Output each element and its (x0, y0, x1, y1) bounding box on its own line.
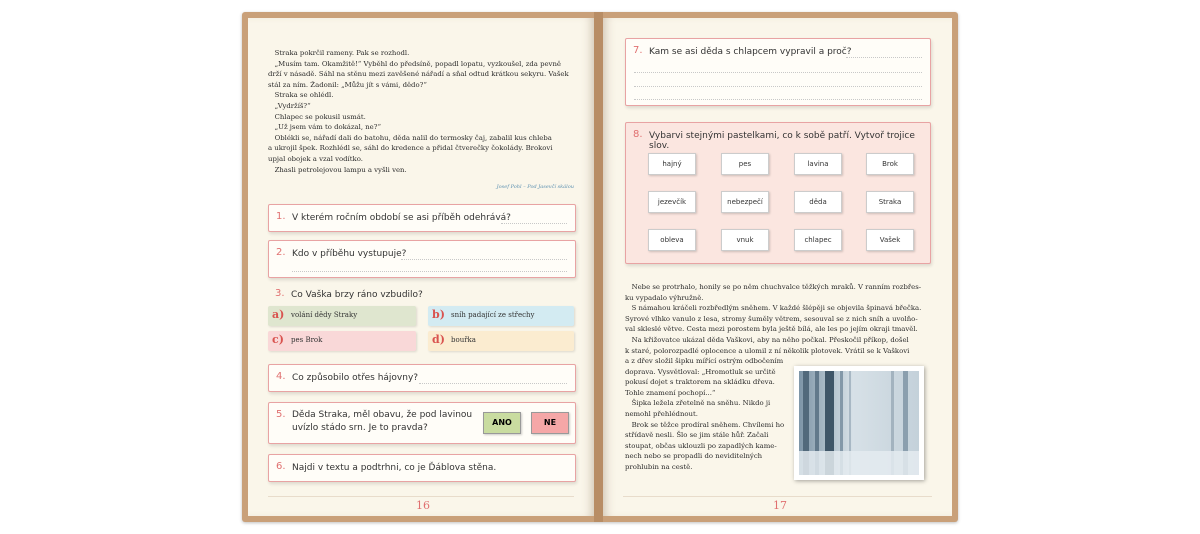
story-line: upjal obojek a vzal vodítko. (268, 154, 363, 163)
answer-line[interactable] (292, 271, 567, 272)
question-6-number: 6. (276, 461, 286, 472)
question-1-number: 1. (276, 211, 286, 222)
question-8-number: 8. (633, 129, 643, 140)
word-card[interactable]: Straka (866, 191, 914, 213)
story-line: k staré, polorozpadlé oplocence a ulomil z ní několik plotovek. Vrátil se k Vaškovi (625, 346, 910, 355)
option-text: pes Brok (291, 336, 323, 344)
no-button[interactable]: NE (531, 412, 569, 434)
option-d[interactable] (428, 331, 574, 351)
story-text-right-narrow (625, 356, 795, 473)
story-line: Na křižovatce ukázal děda Vaškovi, aby na něho počkal. Přeskočil příkop, došel (625, 335, 909, 344)
question-2-text: Kdo v příběhu vystupuje? (292, 249, 407, 259)
question-1-box (268, 204, 576, 232)
option-text: volání dědy Straky (291, 311, 358, 319)
footer-divider (268, 496, 574, 497)
story-line: Brok se těžce prodíral sněhem. Chvílemi ho (625, 420, 785, 429)
word-card[interactable]: chlapec (794, 229, 842, 251)
right-page (603, 18, 952, 516)
story-line: nech nebo se propadli do neviditelných (625, 452, 763, 461)
story-line: nemohl přehlédnout. (625, 409, 698, 418)
question-7-number: 7. (633, 45, 643, 56)
story-line: Oblékli se, nářadí dali do batohu, děda nalil do termosky čaj, zabalil kus chleba (268, 133, 552, 142)
story-line: pokusí dojet s traktorem na skládku dřeva. (625, 378, 775, 387)
story-text-right (625, 282, 935, 356)
question-3-number: 3. (275, 288, 285, 299)
question-5-text-line1: Děda Straka, měl obavu, že pod lavinou (292, 410, 473, 420)
story-line: Tohle znamení pochopí...“ (625, 388, 716, 397)
option-letter: c) (272, 333, 284, 346)
word-card[interactable]: Vašek (866, 229, 914, 251)
word-card[interactable]: nebezpečí (721, 191, 769, 213)
question-3-text: Co Vaška brzy ráno vzbudilo? (291, 290, 423, 300)
story-line: stál za ním. Žadonil: „Můžu jít s vámi, dědo?“ (268, 80, 427, 89)
story-source: Josef Pohl – Pod Jasevčí skálou (496, 184, 574, 190)
option-letter: b) (432, 308, 445, 321)
question-4-box (268, 364, 576, 392)
story-line: a z dřev složil šipku mířící ostrým odbočením (625, 357, 784, 365)
option-letter: d) (432, 333, 445, 346)
answer-line[interactable] (634, 72, 922, 73)
story-line: a ukrojil špek. Rozhlédl se, sáhl do kredence a přidal čtverečky čokolády. Brokovi (268, 144, 553, 153)
option-letter: a) (272, 308, 285, 321)
question-5-text-line2: uvízlo stádo srn. Je to pravda? (292, 423, 428, 433)
snowy-forest-photo (794, 366, 924, 480)
footer-divider (623, 496, 932, 497)
answer-line[interactable] (401, 259, 567, 260)
answer-line[interactable] (419, 383, 567, 384)
question-3-header (268, 288, 574, 304)
story-line: doprava. Vysvětloval: „Hromotluk se určitě (625, 367, 776, 376)
question-4-number: 4. (276, 371, 286, 382)
word-card[interactable]: vnuk (721, 229, 769, 251)
option-b[interactable] (428, 306, 574, 326)
yes-button[interactable]: ANO (483, 412, 521, 434)
question-4-text: Co způsobilo otřes hájovny? (292, 373, 419, 383)
word-card[interactable]: obleva (648, 229, 696, 251)
word-card[interactable]: hajný (648, 153, 696, 175)
story-line: drží v násadě. Sáhl na stěnu mezi zavěšené nářadí a sňal odtud krátkou sekyru. Vašek (268, 70, 569, 79)
word-card[interactable]: Brok (866, 153, 914, 175)
question-6-text: Najdi v textu a podtrhni, co je Ďáblova stěna. (292, 463, 497, 473)
question-7-text: Kam se asi děda s chlapcem vypravil a proč? (649, 47, 852, 57)
page-number-right: 17 (773, 499, 787, 512)
story-line: „Musím tam. Okamžitě!“ Vyběhl do předsíně, popadl lopatu, vyzkoušel, zda pevně (268, 59, 561, 68)
story-line: „Vydržíš?“ (268, 101, 311, 110)
story-line: Nebe se protrhalo, honily se po něm chuchvalce těžkých mraků. V ranním rozbřes- (625, 283, 922, 291)
answer-line[interactable] (501, 223, 567, 224)
question-7-box (625, 38, 931, 106)
word-card[interactable]: lavina (794, 153, 842, 175)
story-line: Zhasli petrolejovou lampu a vyšli ven. (268, 165, 407, 174)
story-line: stoupat, občas uklouzli po zapadlých kame- (625, 441, 777, 450)
question-5-box (268, 402, 576, 444)
question-5-number: 5. (276, 409, 286, 420)
book (242, 12, 958, 522)
left-page (248, 18, 594, 516)
question-2-number: 2. (276, 247, 286, 258)
story-line: ku vypadalo výhružně. (625, 293, 704, 302)
answer-line[interactable] (634, 99, 922, 100)
word-card[interactable]: pes (721, 153, 769, 175)
story-line: střídavě nesli. Šlo se jim stále hůř. Začali (625, 431, 769, 440)
story-line: Straka se ohlédl. (268, 91, 334, 100)
story-line: val skleslé větve. Cesta mezi porostem byla ještě bílá, ale les po jejím okraji tmavěl. (625, 325, 918, 334)
option-c[interactable] (268, 331, 416, 351)
story-text-left (268, 48, 578, 175)
option-text: bouřka (451, 336, 476, 344)
question-8-box (625, 122, 931, 264)
option-a[interactable] (268, 306, 416, 326)
story-line: S námahou kráčeli rozbředlým sněhem. V každé šlépěji se objevila špinavá břečka. (625, 304, 922, 313)
question-6-box (268, 454, 576, 482)
page-number-left: 16 (416, 499, 430, 512)
question-1-text: V kterém ročním období se asi příběh odehrává? (292, 213, 511, 223)
answer-line[interactable] (846, 57, 922, 58)
story-line: prohlubin na cestě. (625, 462, 693, 471)
story-line: Šipka ležela zřetelně na sněhu. Nikdo ji (625, 399, 771, 408)
book-spine (594, 12, 603, 522)
word-card[interactable]: jezevčík (648, 191, 696, 213)
story-line: Straka pokrčil rameny. Pak se rozhodl. (268, 49, 410, 57)
word-card[interactable]: děda (794, 191, 842, 213)
story-line: Syrové vlhko vanulo z lesa, stromy šuměly větrem, sesouval se z nich sníh a uvolňo- (625, 314, 918, 323)
question-2-box (268, 240, 576, 278)
story-line: Chlapec se pokusil usmát. (268, 112, 366, 121)
story-line: „Už jsem vám to dokázal, ne?“ (268, 123, 381, 132)
question-8-text: Vybarvi stejnými pastelkami, co k sobě patří. Vytvoř trojice slov. (649, 131, 915, 151)
option-text: sníh padající ze střechy (451, 311, 535, 319)
answer-line[interactable] (634, 86, 922, 87)
